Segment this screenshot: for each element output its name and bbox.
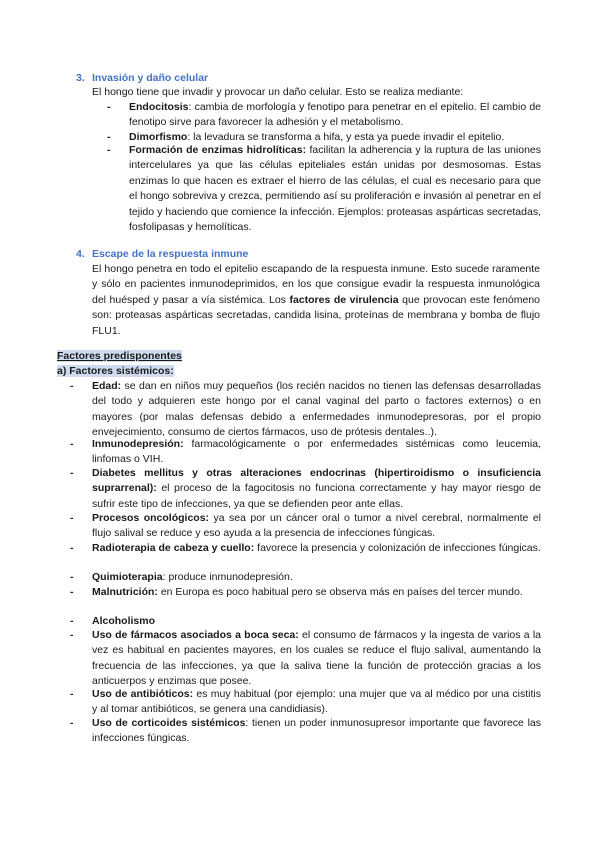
bullet-dash: - [107, 131, 111, 143]
bullet-text: el consumo de fármacos y la ingesta de varios a la vez es habitual en pacientes mayores, en los cuales se reduce el flujo salival, aumentando la frecuencia de las infecciones, ya que la saliva tiene la función de protección gracias a los anticuerpos y enzimas que posee. [92, 629, 541, 688]
bullet-dash: - [70, 629, 74, 641]
list-item [70, 687, 542, 718]
bullet-term: Alcoholismo [92, 615, 156, 627]
bullet-text: : cambia de morfología y fenotipo para penetrar en el epitelio. El cambio de fenotipo sirve para favorecer la adhesión y el metabolismo. [129, 101, 541, 129]
bullet-term: Dimorfismo [129, 131, 188, 143]
bullet-term: Inmunodepresión: [92, 438, 184, 450]
section-3-title: Invasión y daño celular [92, 72, 209, 84]
section-4-heading [76, 248, 248, 260]
list-item [107, 100, 541, 131]
section-3-heading [76, 72, 208, 84]
section-4-title: Escape de la respuesta inmune [92, 248, 249, 260]
bullet-text: farmacológicamente o por enfermedades sistémicas como leucemia, linfomas o VIH. [92, 438, 541, 466]
list-item [70, 716, 541, 747]
bullet-dash: - [70, 615, 74, 627]
bullet-term: Procesos oncológicos: [92, 512, 210, 524]
bullet-dash: - [70, 380, 74, 392]
list-item [70, 628, 541, 690]
factores-subheading: a) Factores sistémicos: [57, 365, 174, 377]
bullet-dash: - [70, 688, 74, 700]
section-4-text-a: El hongo penetra en todo el epitelio escapando de la respuesta inmune. Esto sucede raramente y sólo en pacientes inmunodeprimidos, en los que consigue evadir la respuesta inmunológica del huésped y pasar a vía sistémica. Los [92, 263, 540, 306]
bullet-dash: - [70, 467, 74, 479]
bullet-term: Quimioterapia [92, 571, 163, 583]
bullet-text: facilitan la adherencia y la ruptura de las uniones intercelulares ya que las células epiteliales están unidas por desmosomas. Estas enzimas lo que hacen es extraer el hierro de las células, el cual es necesario para que el hongo sobreviva y crezca, permitiendo así su proliferación e invasión al penetrar en el tejido y haciendo que comience la infección. Ejemplos: proteasas aspárticas secretadas, fosfolipasas y hemolíticas. [129, 144, 541, 234]
bullet-text: es muy habitual (por ejemplo: una mujer que va al médico por una cistitis y al tomar antibióticos, se genera una candidiasis). [92, 688, 542, 716]
list-item [70, 541, 541, 556]
bullet-term: Malnutrición: [92, 586, 158, 598]
bullet-text: ya sea por un cáncer oral o tumor a nivel cerebral, normalmente el flujo salival se reduce y eso ayuda a la presencia de infecciones fúngicas. [92, 512, 541, 540]
section-4-paragraph [92, 262, 540, 339]
bullet-text: : tienen un poder inmunosupresor importante que favorece las infecciones fúngicas. [92, 717, 541, 745]
bullet-dash: - [70, 438, 74, 450]
bullet-dash: - [70, 512, 74, 524]
bullet-term: Formación de enzimas hidrolíticas: [129, 144, 307, 156]
bullet-text: en Europa es poco habitual pero se observa más en países del tercer mundo. [157, 586, 523, 598]
section-4-bold: factores de virulencia [289, 293, 399, 306]
bullet-dash: - [70, 571, 74, 583]
list-item [70, 511, 541, 542]
bullet-term: Diabetes mellitus y otras alteraciones endocrinas (hipertiroidismo o insuficiencia suprarrenal): [92, 467, 541, 495]
bullet-term: Radioterapia de cabeza y cuello: [92, 542, 255, 554]
list-item [70, 466, 541, 512]
section-3-intro: El hongo tiene que invadir y provocar un daño celular. Esto se realiza mediante: [92, 86, 464, 98]
bullet-term: Uso de fármacos asociados a boca seca: [92, 629, 299, 641]
factores-heading: Factores predisponentes [57, 350, 182, 362]
section-4-text-b: que provocan este fenómeno son: proteasas aspárticas secretadas, candida lisina, proteínas de membrana y bomba de flujo FLU1. [92, 293, 540, 337]
list-item [107, 143, 541, 235]
bullet-dash: - [107, 101, 111, 113]
bullet-dash: - [107, 144, 111, 156]
list-item [70, 379, 541, 441]
list-item [70, 437, 541, 468]
bullet-term: Uso de antibióticos: [92, 688, 194, 700]
list-item [70, 570, 541, 585]
section-3-number: 3. [76, 72, 85, 84]
bullet-term: Edad: [92, 380, 122, 392]
section-4-number: 4. [76, 248, 85, 260]
bullet-text: : la levadura se transforma a hifa, y esta ya puede invadir el epitelio. [187, 131, 505, 143]
bullet-text: el proceso de la fagocitosis no funciona correctamente y hay mayor riesgo de sufrir este tipo de infecciones, ya que se defienden peor ante ellas. [92, 482, 541, 510]
bullet-term: Uso de corticoides sistémicos [92, 717, 246, 729]
bullet-text: favorece la presencia y colonización de infecciones fúngicas. [254, 542, 541, 554]
bullet-text: se dan en niños muy pequeños (los recién nacidos no tienen las defensas desarrolladas del todo y adquieren este hongo por el canal vaginal del parto o factores externos) o en mayores (por malas defensas debido a enfermedades inmunodepresoras, por el propio envejecimiento, consumo de ciertos fármacos, uso de prótesis dentales..). [92, 380, 541, 439]
bullet-dash: - [70, 717, 74, 729]
bullet-dash: - [70, 586, 74, 598]
bullet-dash: - [70, 542, 74, 554]
bullet-text: : produce inmunodepresión. [162, 571, 293, 583]
list-item [70, 585, 541, 600]
bullet-term: Endocitosis [129, 101, 189, 113]
